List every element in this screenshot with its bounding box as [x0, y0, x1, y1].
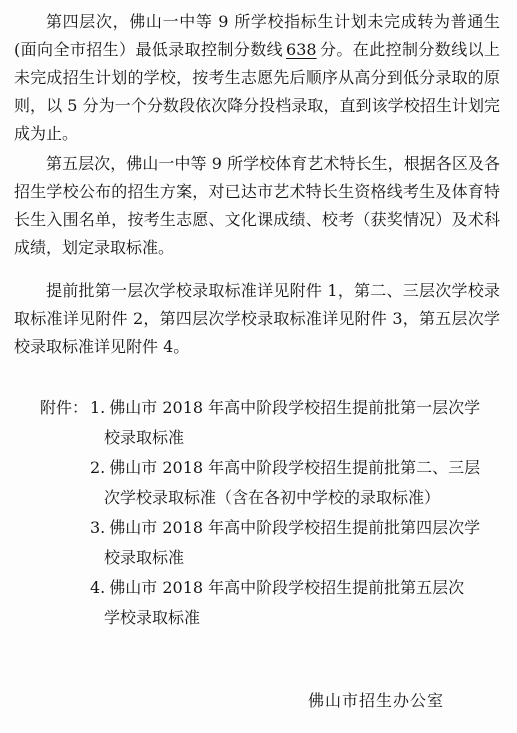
- attachment-item-1: [90, 393, 500, 453]
- attachment-item-title: 佛山市 2018 年高中阶段学校招生提前批第五层次: [109, 578, 465, 597]
- attachment-item-title: 佛山市 2018 年高中阶段学校招生提前批第一层次学: [109, 398, 481, 417]
- attachment-item-number: 1.: [90, 398, 106, 417]
- attachment-item-title-cont: 校录取标准: [104, 548, 185, 567]
- attachment-item-title-cont: 校录取标准: [104, 428, 185, 447]
- attachment-item-title-cont: 次学校录取标准（含在各初中学校的录取标准）: [104, 488, 441, 507]
- attachment-item-number: 3.: [90, 518, 106, 537]
- paragraph-attachment-reference: 提前批第一层次学校录取标准详见附件 1，第二、三层次学校录取标准详见附件 2，第四层次学校录取标准详见附件 3，第五层次学校录取标准详见附件 4。: [14, 281, 500, 356]
- attachment-item-3: [90, 513, 500, 573]
- attachment-item-title: 佛山市 2018 年高中阶段学校招生提前批第二、三层: [109, 458, 481, 477]
- paragraph-level-four-text-b: 分。在此控制分数线以上未完成招生计划的学校，按考生志愿先后顺序从高分到低分录取的原则，以 5 分为一个分数段依次降分投档录取，直到该学校招生计划完成为止。: [14, 40, 500, 143]
- signature-office: 佛山市招生办公室: [308, 691, 445, 710]
- attachment-item-title: 佛山市 2018 年高中阶段学校招生提前批第四层次学: [109, 518, 481, 537]
- attachment-item-4: [90, 573, 500, 633]
- attachment-item-title-cont: 学校录取标准: [104, 608, 201, 627]
- attachments-label: 附件：: [40, 398, 89, 417]
- control-score-value: 638: [286, 40, 317, 59]
- attachment-item-2: [90, 453, 500, 513]
- paragraph-level-four: [14, 8, 500, 148]
- attachment-item-number: 2.: [90, 458, 106, 477]
- paragraph-level-four-text-a: 第四层次，佛山一中等 9 所学校指标生计划未完成转为普通生(面向全市招生）最低录取控制分数线: [14, 12, 500, 59]
- paragraph-level-five: 第五层次，佛山一中等 9 所学校体育艺术特长生，根据各区及各招生学校公布的招生方案，对已达市艺术特长生资格线考生及体育特长生入围名单，按考生志愿、文化课成绩、校考（获奖情况）及术科成绩，划定录取标准。: [14, 154, 500, 257]
- attachment-item-number: 4.: [90, 578, 106, 597]
